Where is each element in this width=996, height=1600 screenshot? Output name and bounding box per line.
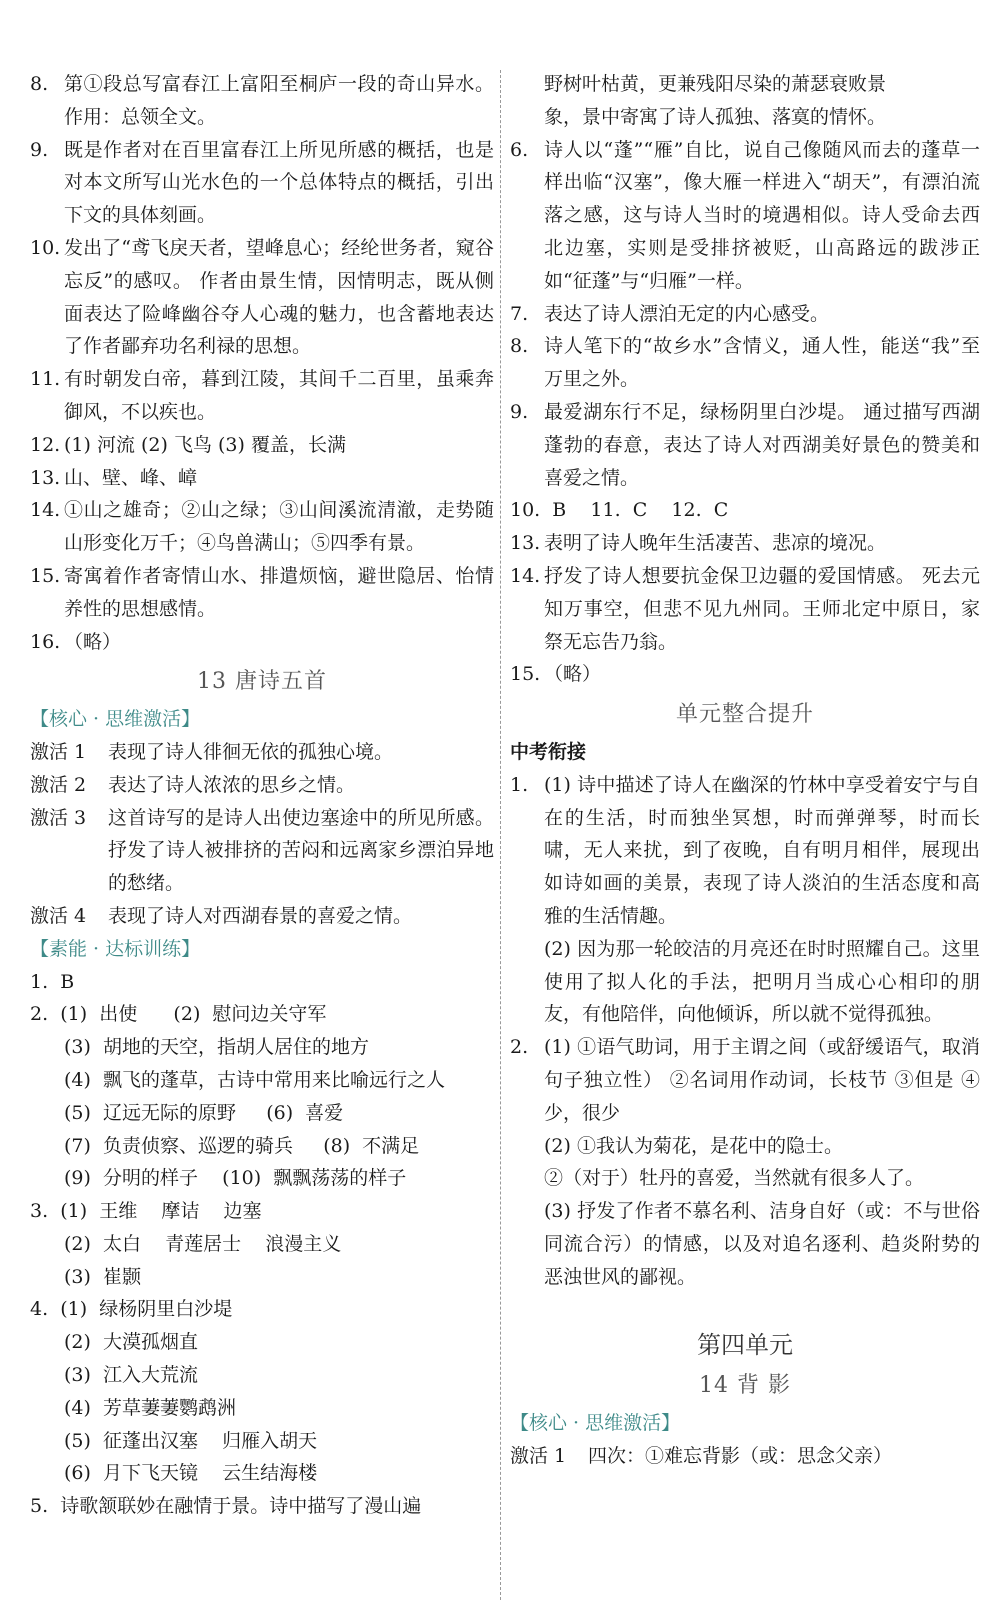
drill-answer-3-line: 3. (1) 王维 摩诘 边塞 <box>30 1200 262 1223</box>
exam-answer-2: 2. (1) ①语气助词，用于主谓之间（或舒缓语气，取消句子独立性） ②名词用作动词，长枝节 ③但是 ④少，很少 <box>510 1036 980 1124</box>
unit-review-heading: 单元整合提升 <box>675 702 814 728</box>
drill-answer-4-line: (6) 月下飞天镜 云生结海楼 <box>64 1462 318 1485</box>
answer-15: 15. 寄寓着作者寄情山水、排遣烦恼，避世隐居、怡情养性的思想感情。 <box>30 564 494 620</box>
answer-14: 14. 抒发了诗人想要抗金保卫边疆的爱国情感。 死去元知万事空，但悲不见九州同。王师北定中原日，家祭无忘告乃翁。 <box>510 564 980 653</box>
section-tag-core: 【核心 · 思维激活】 <box>30 708 201 731</box>
answer-5-continued: 象，景中寄寓了诗人孤独、落寞的情怀。 <box>544 105 887 128</box>
drill-answer-2-line: 2. (1) 出使 (2) 慰问边关守军 <box>30 1003 327 1026</box>
answer-6: 6. 诗人以“蓬”“雁”自比，说自己像随风而去的蓬草一样出临“汉塞”，像大雁一样进入“胡天”，有漂泊流落之感，这与诗人当时的境遇相似。诗人受命去西北边塞，实则是受排挤被贬，山高路远的跋涉正如“征蓬”与“归雁”一样。 <box>510 138 980 292</box>
drill-answer-2-line: (3) 胡地的天空，指胡人居住的地方 <box>64 1036 369 1059</box>
answer-16: 16. （略） <box>30 630 122 653</box>
answer-8: 8. 诗人笔下的“故乡水”含情义，通人性，能送“我”至万里之外。 <box>510 335 980 391</box>
answer-8: 8. 第①段总写富春江上富阳至桐庐一段的奇山异水。 作用：总领全文。 <box>30 73 494 128</box>
lesson-14-heading: 14 背 影 <box>699 1373 791 1399</box>
activation-3: 激活 3 这首诗写的是诗人出使边塞途中的所见所感。 抒发了诗人被排挤的苦闷和远离家乡漂泊异地的愁绪。 <box>30 806 494 895</box>
answer-12: 12. (1) 河流 (2) 飞鸟 (3) 覆盖，长满 <box>30 433 346 456</box>
activation-1: 激活 1 表现了诗人徘徊无依的孤独心境。 <box>30 740 394 763</box>
answer-9: 9. 既是作者对在百里富春江上所见所感的概括，也是对本文所写山光水色的一个总体特点的概括，引出下文的具体刻画。 <box>30 138 494 227</box>
exam-answer-2-part-2: (2) ①我认为菊花，是花中的隐士。 <box>544 1134 843 1157</box>
unit-four-title: 第四单元 <box>697 1331 793 1360</box>
drill-answer-3-line: (2) 太白 青莲居士 浪漫主义 <box>64 1232 342 1255</box>
answer-10: 10. 发出了“鸢飞戾天者，望峰息心；经纶世务者，窥谷忘反”的感叹。 作者由景生情，因情明志，既从侧面表达了险峰幽谷夺人心魂的魅力，也含蓄地表达了作者鄙弃功名利禄的思想。 <box>30 236 494 358</box>
column-divider <box>500 70 501 1600</box>
drill-answer-5: 5. 诗歌颔联妙在融情于景。诗中描写了漫山遍 <box>30 1495 422 1518</box>
answer-5-continued: 野树叶枯黄，更兼残阳尽染的萧瑟衰败景 <box>544 73 887 95</box>
exam-answer-1-part-2: (2) 因为那一轮皎洁的月亮还在时时照耀自己。这里使用了拟人化的手法，把明月当成心心相印的朋友，有他陪伴，向他倾诉，所以就不觉得孤独。 <box>544 937 980 1026</box>
exam-answer-2-part-3: (3) 抒发了作者不慕名利、洁身自好（或：不与世俗同流合污）的情感，以及对追名逐利、趋炎附势的恶浊世风的鄙视。 <box>544 1200 980 1288</box>
exam-link-heading: 中考衔接 <box>510 740 587 763</box>
lesson-13-heading: 13 唐诗五首 <box>197 669 327 695</box>
answer-7: 7. 表达了诗人漂泊无定的内心感受。 <box>510 302 830 325</box>
drill-answer-4-line: (4) 芳草萋萋鹦鹉洲 <box>64 1396 236 1419</box>
section-tag-core-2: 【核心 · 思维激活】 <box>510 1412 681 1435</box>
section-tag-skill: 【素能 · 达标训练】 <box>30 937 201 960</box>
drill-answer-2-line: (5) 辽远无际的原野 (6) 喜爱 <box>64 1101 344 1124</box>
drill-answer-1: 1. B <box>30 970 75 993</box>
answer-13: 13. 山、壁、峰、嶂 <box>30 466 198 489</box>
answers-10-12: 10. B 11. C 12. C <box>510 499 729 522</box>
answer-14: 14. ①山之雄奇；②山之绿；③山间溪流清澈，走势随山形变化万千；④鸟兽满山；⑤四季有景。 <box>30 499 494 555</box>
answer-15: 15. （略） <box>510 663 602 686</box>
drill-answer-4-line: (2) 大漠孤烟直 <box>64 1331 198 1354</box>
drill-answer-3-line: (3) 崔颢 <box>64 1265 141 1288</box>
right-column <box>510 68 980 1473</box>
drill-answer-4-line: (3) 江入大荒流 <box>64 1364 198 1387</box>
activation-2: 激活 2 表达了诗人浓浓的思乡之情。 <box>30 773 356 796</box>
drill-answer-4-line: 4. (1) 绿杨阴里白沙堤 <box>30 1298 233 1321</box>
activation-4: 激活 4 表现了诗人对西湖春景的喜爱之情。 <box>30 904 413 927</box>
drill-answer-2-line: (7) 负责侦察、巡逻的骑兵 (8) 不满足 <box>64 1134 420 1157</box>
drill-answer-4-line: (5) 征蓬出汉塞 归雁入胡天 <box>64 1429 318 1452</box>
exam-answer-2-part-2b: ②（对于）牡丹的喜爱，当然就有很多人了。 <box>544 1167 925 1190</box>
drill-answer-2-line: (9) 分明的样子 (10) 飘飘荡荡的样子 <box>64 1167 407 1190</box>
exam-answer-1: 1. (1) 诗中描述了诗人在幽深的竹林中享受着安宁与自在的生活，时而独坐冥想，时而弹弹琴，时而长啸，无人来扰，到了夜晚，自有明月相伴，展现出如诗如画的美景，表现了诗人淡泊的生活态度和高雅的生活情趣。 <box>510 773 980 927</box>
answer-13: 13. 表明了诗人晚年生活凄苦、悲凉的境况。 <box>510 532 887 555</box>
answer-11: 11. 有时朝发白帝，暮到江陵，其间千二百里，虽乘奔御风，不以疾也。 <box>30 368 494 423</box>
left-column <box>30 68 494 1523</box>
activation-1-lesson-14: 激活 1 四次：①难忘背影（或：思念父亲） <box>510 1444 893 1467</box>
answer-9: 9. 最爱湖东行不足，绿杨阴里白沙堤。 通过描写西湖蓬勃的春意，表达了诗人对西湖美好景色的赞美和喜爱之情。 <box>510 400 980 489</box>
drill-answer-2-line: (4) 飘飞的蓬草，古诗中常用来比喻远行之人 <box>64 1068 445 1091</box>
